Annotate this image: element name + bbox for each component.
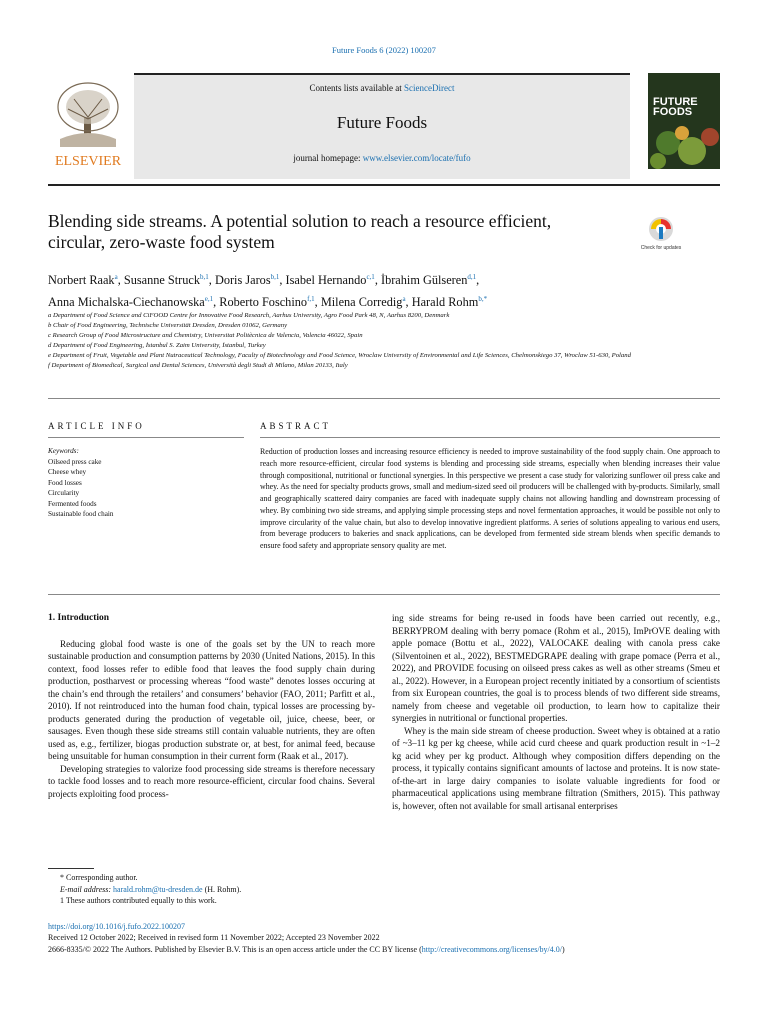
license-link[interactable]: http://creativecommons.org/licenses/by/4.0/ <box>421 944 563 954</box>
cover-artwork <box>648 73 720 169</box>
author-name[interactable]: Susanne Struck <box>123 273 201 288</box>
journal-reference[interactable]: Future Foods 6 (2022) 100207 <box>332 45 436 55</box>
article-title: Blending side streams. A potential solution to reach a resource efficient, circular, zero-waste food system <box>48 211 552 252</box>
keyword: Fermented foods <box>48 499 97 508</box>
keyword-list <box>48 457 244 520</box>
author-name[interactable]: İbrahim Gülseren <box>380 273 468 288</box>
cover-title: FUTURE FOODS <box>653 96 698 118</box>
license-line: 2666-8335/© 2022 The Authors. Published by Elsevier B.V. This is an open access article under the CC BY license (http://creativecommons.org/licenses/by/4.0/) <box>48 944 565 954</box>
author-affiliation-marker[interactable]: c,1 <box>366 273 375 281</box>
affiliation-line: b Chair of Food Engineering, Technische Universität Dresden, Dresden 01062, Germany <box>48 322 288 330</box>
header-rule <box>48 184 720 186</box>
author-affiliation-marker[interactable]: b,1 <box>200 273 209 281</box>
body-column-left <box>48 612 375 800</box>
sciencedirect-link[interactable]: ScienceDirect <box>404 83 455 93</box>
keyword: Food losses <box>48 478 82 487</box>
footnote-email: E-mail address: harald.rohm@tu-dresden.de (H. Rohm). <box>60 884 242 894</box>
doi-link[interactable]: https://doi.org/10.1016/j.fufo.2022.100207 <box>48 922 185 931</box>
author-list: Norbert Raak$^a$, Susanne Struck$^{b,1}$, Doris Jaros$^{b,1}$, Isabel Hernando$^{c,1}$, İbrahim Gülseren$^{d,1}$, Anna Michalska-Ciechanowska$^{e,1}$, Roberto Foschino$^{f,1}$, Milena Corredig$^a$, Harald Rohm$^{b,*}$ <box>48 273 488 310</box>
keyword: Cheese whey <box>48 468 87 476</box>
paragraph: Developing strategies to valorize food processing side streams is therefore necessary to tackle food losses and to reach more resource-efficient, circular food chains. Several projects exploiting food process- <box>48 763 375 799</box>
author-affiliation-marker[interactable]: a <box>114 273 118 281</box>
author-affiliation-marker[interactable]: d,1 <box>467 273 477 281</box>
section-heading-introduction: 1. Introduction <box>48 613 110 623</box>
author-affiliation-marker[interactable]: b,1 <box>270 273 280 281</box>
author-name[interactable]: Anna Michalska-Ciechanowska <box>48 295 205 310</box>
journal-cover-image[interactable] <box>648 73 720 169</box>
affiliations-rule <box>48 398 720 399</box>
keywords-label: Keywords: <box>48 447 79 455</box>
footnote-rule <box>48 868 94 869</box>
author-affiliation-marker[interactable]: e,1 <box>204 295 214 304</box>
paragraph: Reducing global food waste is one of the goals set by the UN to reach more sustainable production and consumption patterns by 2030 (United Nations, 2015). In this context, food losses refer to edible food that leaves the food supply chain during production, postharvest or processing whereas “food waste” denotes losses occuring at the chain’s end through the retailers’ and consumers’ behavior (FAO, 2011; Parfitt et al., 2010). If not reintroduced into the human food chain, typical losses are processing by-products generated during the production of vegetable oil, juice, cheese, beer, or sausages. Even though these side streams still contain valuable nutrients, they are often used as, e.g., fertilizer, biogas production substrate or, at best, for animal feed, because being unsuitable for human consumption in their current form (Raak et al., 2017). <box>48 638 375 761</box>
homepage-link[interactable]: www.elsevier.com/locate/fufo <box>362 153 471 163</box>
footnote-equal-contribution: 1 These authors contributed equally to this work. <box>60 896 217 905</box>
author-name[interactable]: Roberto Foschino <box>219 295 308 310</box>
received-dates: Received 12 October 2022; Received in revised form 11 November 2022; Accepted 23 November 2022 <box>48 933 380 943</box>
affiliation-line: a Department of Food Science and CiFOOD Centre for Innovative Food Research, Aarhus University, Agro Food Park 48, N, Aarhus 8200, Denmark <box>48 312 450 319</box>
author-affiliation-marker[interactable]: b,* <box>478 295 488 304</box>
journal-banner <box>134 73 630 179</box>
author-affiliation-marker[interactable]: a <box>402 295 406 304</box>
abstract-rule <box>260 437 720 438</box>
body-column-right <box>392 612 720 812</box>
abstract-bottom-rule <box>48 594 720 595</box>
homepage-line: journal homepage: www.elsevier.com/locate/fufo <box>293 153 471 163</box>
author-name[interactable]: Isabel Hernando <box>285 273 367 288</box>
article-info-heading: ARTICLE INFO <box>48 421 145 431</box>
publication-info <box>48 921 738 955</box>
author-name[interactable]: Norbert Raak <box>48 273 115 288</box>
paragraph: ing side streams for being re-used in foods have been carried out recently, e.g., BERRYPROM dealing with berry pomace (Rohm et al., 2015), ImPrOVE dealing with apple pomace (Bottu et al., 2022), VALOCAKE dealing with canola press cake (Silventoinen et al., 2022), BESTMEDGRAPE dealing with grape pomace (Perra et al., 2022), and PROVIDE focusing on oilseed press cakes as well as other streams (Smeu et al., 2022). However, in a European project recently initiated by a consortium of scientists from six European countries, the goal is to process blends of two different side streams, namely from cheese and vegetable oil production, to learn how to capitalize their synergies in nutritional or functional properties. <box>392 613 720 723</box>
keywords-block <box>48 446 244 520</box>
contents-line: Contents lists available at ScienceDirect <box>309 83 455 93</box>
check-for-updates-icon[interactable] <box>640 215 682 257</box>
article-info-rule <box>48 437 244 438</box>
footnotes <box>48 872 378 907</box>
affiliations <box>48 311 720 372</box>
affiliation-line: d Department of Food Engineering, İstanbul S. Zaim University, İstanbul, Turkey <box>48 342 266 350</box>
email-link[interactable]: harald.rohm@tu-dresden.de <box>113 884 203 894</box>
keyword: Oilseed press cake <box>48 457 102 466</box>
journal-header <box>48 73 720 179</box>
affiliation-line: f Department of Biomedical, Surgical and Dental Sciences, Università degli Studi di Milano, Milan 20133, Italy <box>48 362 348 370</box>
abstract-heading: ABSTRACT <box>260 421 332 431</box>
affiliation-line: e Department of Fruit, Vegetable and Plant Nutraceutical Technology, Faculty of Biotechnology and Food Science, Wroclaw University of Environmental and Life Sciences, Chelmonskiego 37, Wroclaw 51-630, Poland <box>48 352 631 360</box>
footnote-corresponding: * Corresponding author. <box>60 873 138 882</box>
author-name[interactable]: Harald Rohm <box>411 295 479 310</box>
crossmark-label-line: Check for updates <box>640 245 682 251</box>
affiliation-line: c Research Group of Food Microstructure and Chemistry, Universitat Politècnica de Valencia, Valencia 46022, Spain <box>48 332 363 340</box>
author-affiliation-marker[interactable]: f,1 <box>307 295 315 304</box>
keyword: Circularity <box>48 489 80 497</box>
author-name[interactable]: Doris Jaros <box>214 273 271 288</box>
abstract-text: Reduction of production losses and increasing resource efficiency is needed to improve sustainability of the food supply chain. One approach to reach more resource-efficient, circular food systems is blending and processing side streams, especially when blending increases their value through compositional, nutritional or functional synergies. In this perspective we present a case study for valorizing sunflower oil press cake and whey. As the need for specialty products grows, small and medium-sized seed oil producers will be challenged with by-products. Similarly, small and geographically scattered dairy companies are faced with inadequate supply chains not allowing handling and downstream processing of whey. By combining two side streams, and applying simple processing steps and novel fermentation approaches, it would be possible not only to improve circularity of the value chain, but also to develop innovative ingredient platforms. A series of solutions appealing to various end users, from beverage producers to bakeries and snack applications, can be developed from fermented side stream blends when specific demands to ensure food safety and appropriate sensory quality are met. <box>260 447 720 550</box>
journal-name: Future Foods <box>336 113 428 132</box>
elsevier-wordmark: ELSEVIER <box>54 154 122 169</box>
elsevier-tree-logo <box>48 79 128 171</box>
keyword: Sustainable food chain <box>48 510 114 518</box>
author-name[interactable]: Milena Corredig <box>320 295 403 310</box>
paragraph: Whey is the main side stream of cheese production. Sweet whey is obtained at a ratio of ~3–11 kg per kg cheese, while acid curd cheese and quark production result in ~1–2 kg acid whey per kg product. Although whey composition differs depending on the process, it typically contains significant amounts of lactose and proteins. It is now state-of-the-art in large dairy companies to isolate valuable ingredients for food or pharmaceutical applications using membrane filtration (Smithers, 2015). This pathway is, however, often not available for small artisanal enterprises <box>392 725 720 811</box>
